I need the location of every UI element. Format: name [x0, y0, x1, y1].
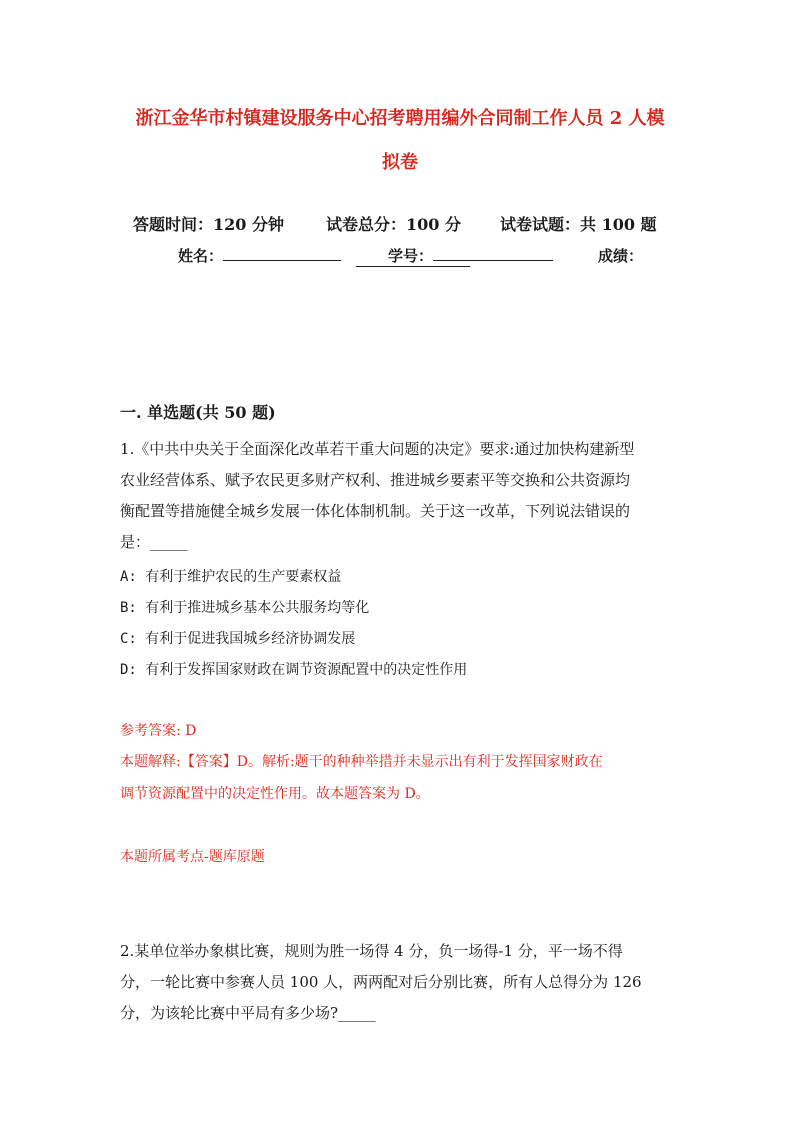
- question-1-line3: 衡配置等措施健全城乡发展一体化体制机制。关于这一改革，下列说法错误的: [120, 502, 631, 520]
- grade-field: [598, 245, 643, 266]
- question-1-line2: 农业经营体系、赋予农民更多财产权利、推进城乡要素平等交换和公共资源均: [120, 471, 631, 489]
- exam-title-line2: 拟卷: [382, 152, 418, 173]
- answer-line: 参考答案: D: [120, 723, 197, 739]
- exam-time: 答题时间：120 分钟: [133, 215, 284, 234]
- id-field: [388, 245, 553, 266]
- name-label: 姓名：: [178, 247, 224, 265]
- grade-label: 成绩：: [598, 247, 644, 265]
- exam-question-count: 试卷试题：共 100 题: [500, 215, 657, 234]
- option-b-text: 有利于推进城乡基本公共服务均等化: [145, 600, 370, 616]
- option-d-text: 有利于发挥国家财政在调节资源配置中的决定性作用: [145, 662, 468, 678]
- name-field: [178, 245, 341, 266]
- explanation-line1: 本题解释:【答案】D。解析:题干的种种举措并未显示出有利于发挥国家财政在: [120, 754, 603, 770]
- explanation-line2: 调节资源配置中的决定性作用。故本题答案为 D。: [120, 786, 430, 802]
- topic-line: 本题所属考点-题库原题: [120, 849, 265, 865]
- option-d-key: D:: [120, 662, 137, 678]
- grade-blank: [356, 266, 470, 267]
- id-blank: [433, 246, 553, 261]
- exam-total-score: 试卷总分：100 分: [326, 215, 461, 234]
- id-label: 学号：: [388, 247, 434, 265]
- option-c: [120, 628, 355, 648]
- option-c-key: C:: [120, 631, 137, 647]
- option-b: [120, 597, 369, 617]
- question-2-line3: 分，为该轮比赛中平局有多少场?_____: [120, 1004, 376, 1022]
- question-1-line1: 1.《中共中央关于全面深化改革若干重大问题的决定》要求:通过加快构建新型: [120, 440, 635, 458]
- option-a: [120, 566, 341, 586]
- option-c-text: 有利于促进我国城乡经济协调发展: [145, 631, 356, 647]
- question-2-line1: 2.某单位举办象棋比赛，规则为胜一场得 4 分，负一场得-1 分，平一场不得: [120, 942, 623, 960]
- option-a-key: A:: [120, 569, 137, 585]
- option-d: [120, 659, 467, 679]
- name-blank: [223, 246, 341, 261]
- section-title: 一. 单选题(共 50 题): [120, 403, 276, 422]
- question-1-line4: 是：_____: [120, 533, 188, 551]
- question-2-line2: 分，一轮比赛中参赛人员 100 人，两两配对后分别比赛，所有人总得分为 126: [120, 973, 642, 991]
- exam-title-line1: 浙江金华市村镇建设服务中心招考聘用编外合同制工作人员 2 人模: [135, 108, 665, 129]
- option-b-key: B:: [120, 600, 137, 616]
- option-a-text: 有利于维护农民的生产要素权益: [145, 569, 342, 585]
